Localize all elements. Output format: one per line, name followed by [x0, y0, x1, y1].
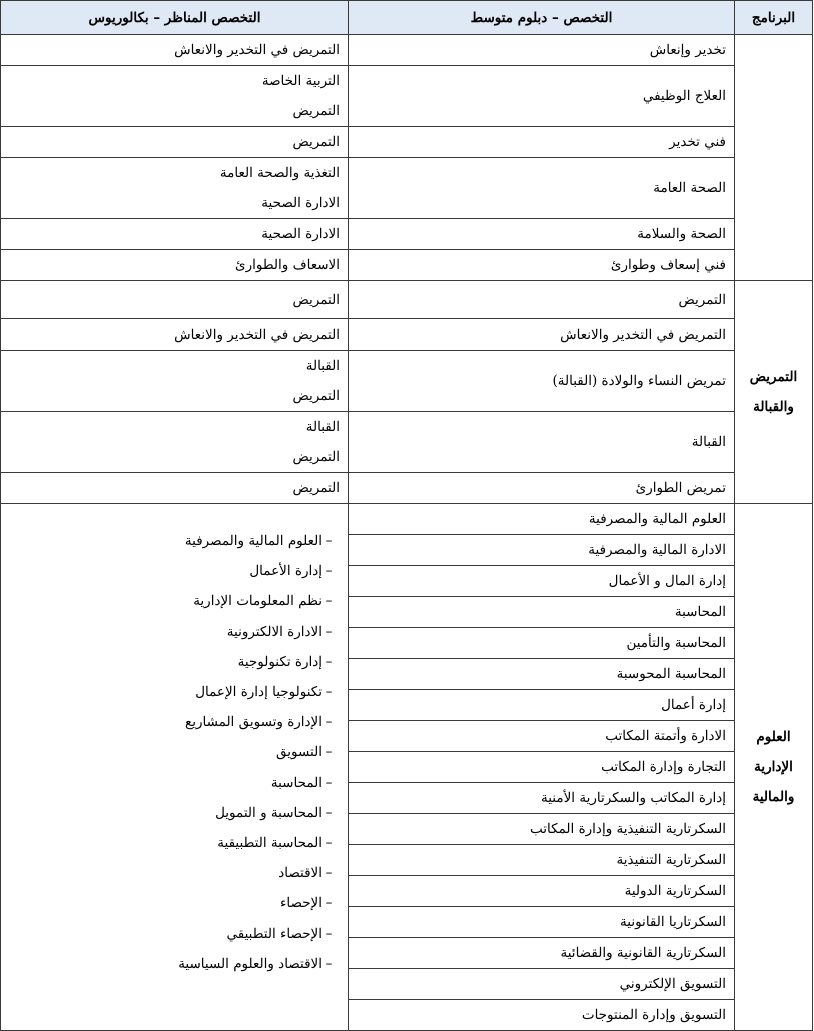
table-row: [1, 351, 813, 412]
diploma-cell: الادارة وأتمتة المكاتب: [349, 721, 735, 752]
table-row: [1, 219, 813, 250]
program-cell-admin: العلوم الإدارية والمالية: [735, 504, 813, 1031]
bachelor-cell: التمريض في التخدير والانعاش: [1, 319, 349, 351]
diploma-cell: تخدير وإنعاش: [349, 35, 735, 66]
list-item: –نظم المعلومات الإدارية: [193, 593, 333, 610]
diploma-cell: إدارة المكاتب والسكرتارية الأمنية: [349, 783, 735, 814]
diploma-cell: التسويق وإدارة المنتوجات: [349, 1000, 735, 1031]
diploma-cell: تمريض النساء والولادة (القبالة): [349, 351, 735, 412]
diploma-cell: القبالة: [349, 412, 735, 473]
list-item: –المحاسبة و التمويل: [215, 804, 333, 821]
bachelor-cell: التمريض في التخدير والانعاش: [1, 35, 349, 66]
table-row: [1, 281, 813, 319]
bachelor-cell: التغذية والصحة العامة الادارة الصحية: [1, 158, 349, 219]
table-row: [1, 319, 813, 351]
table-row: [1, 35, 813, 66]
diploma-cell: فني تخدير: [349, 127, 735, 158]
program-cell-health: [735, 35, 813, 281]
list-item: –تكنولوجيا إدارة الإعمال: [195, 684, 333, 701]
diploma-cell: السكرتارية التنفيذية وإدارة المكاتب: [349, 814, 735, 845]
diploma-cell: السكرتاريا القانونية: [349, 907, 735, 938]
list-item: –الادارة الالكترونية: [226, 623, 333, 640]
list-item: –الإحصاء التطبيقي: [226, 925, 333, 942]
diploma-cell: العلاج الوظيفي: [349, 66, 735, 127]
diploma-cell: فني إسعاف وطوارئ: [349, 250, 735, 281]
table-row: [1, 66, 813, 127]
table-row: [1, 412, 813, 473]
bachelor-cell: التمريض: [1, 281, 349, 319]
diploma-cell: التمريض: [349, 281, 735, 319]
diploma-cell: التمريض في التخدير والانعاش: [349, 319, 735, 351]
bachelor-cell: التمريض: [1, 127, 349, 158]
list-item: –الاقتصاد: [278, 865, 333, 882]
diploma-cell: الصحة والسلامة: [349, 219, 735, 250]
diploma-cell: إدارة أعمال: [349, 690, 735, 721]
table-row: [1, 158, 813, 219]
program-cell-nursing: التمريض والقبالة: [735, 281, 813, 504]
header-program: البرنامج: [735, 1, 813, 35]
bachelor-cell: التمريض: [1, 473, 349, 504]
diploma-cell: الادارة المالية والمصرفية: [349, 535, 735, 566]
diploma-cell: إدارة المال و الأعمال: [349, 566, 735, 597]
diploma-cell: السكرتارية الدولية: [349, 876, 735, 907]
list-item: –إدارة تكنولوجية: [237, 653, 333, 670]
bachelor-cell: القبالة التمريض: [1, 412, 349, 473]
diploma-cell: السكرتارية القانونية والقضائية: [349, 938, 735, 969]
list-item: –الإدارة وتسويق المشاريع: [185, 714, 333, 731]
diploma-cell: السكرتارية التنفيذية: [349, 845, 735, 876]
list-item: –التسويق: [276, 744, 333, 761]
diploma-cell: العلوم المالية والمصرفية: [349, 504, 735, 535]
bachelor-list-cell: [1, 504, 349, 1031]
list-item: –إدارة الأعمال: [249, 563, 333, 580]
diploma-cell: المحاسبة: [349, 597, 735, 628]
table-row: [1, 473, 813, 504]
table-row: [1, 250, 813, 281]
table-row: [1, 127, 813, 158]
list-item: –العلوم المالية والمصرفية: [184, 533, 333, 549]
diploma-cell: التجارة وإدارة المكاتب: [349, 752, 735, 783]
list-item: –الإحصاء: [280, 895, 333, 912]
bachelor-cell: القبالة التمريض: [1, 351, 349, 412]
diploma-cell: الصحة العامة: [349, 158, 735, 219]
list-item: –المحاسبة: [270, 774, 333, 791]
diploma-cell: التسويق الإلكتروني: [349, 969, 735, 1000]
header-diploma: التخصص – دبلوم متوسط: [349, 1, 735, 35]
diploma-cell: المحاسبة والتأمين: [349, 628, 735, 659]
diploma-cell: تمريض الطوارئ: [349, 473, 735, 504]
diploma-cell: المحاسبة المحوسبة: [349, 659, 735, 690]
list-item: –المحاسبة التطبيقية: [217, 835, 333, 852]
header-bachelor: التخصص المناظر – بكالوريوس: [1, 1, 349, 35]
bachelor-cell: الاسعاف والطوارئ: [1, 250, 349, 281]
table-row: [1, 504, 813, 535]
list-item: –الاقتصاد والعلوم السياسية: [178, 955, 333, 972]
bachelor-cell: التربية الخاصة التمريض: [1, 66, 349, 127]
bachelor-cell: الادارة الصحية: [1, 219, 349, 250]
bachelor-list: [9, 526, 340, 979]
